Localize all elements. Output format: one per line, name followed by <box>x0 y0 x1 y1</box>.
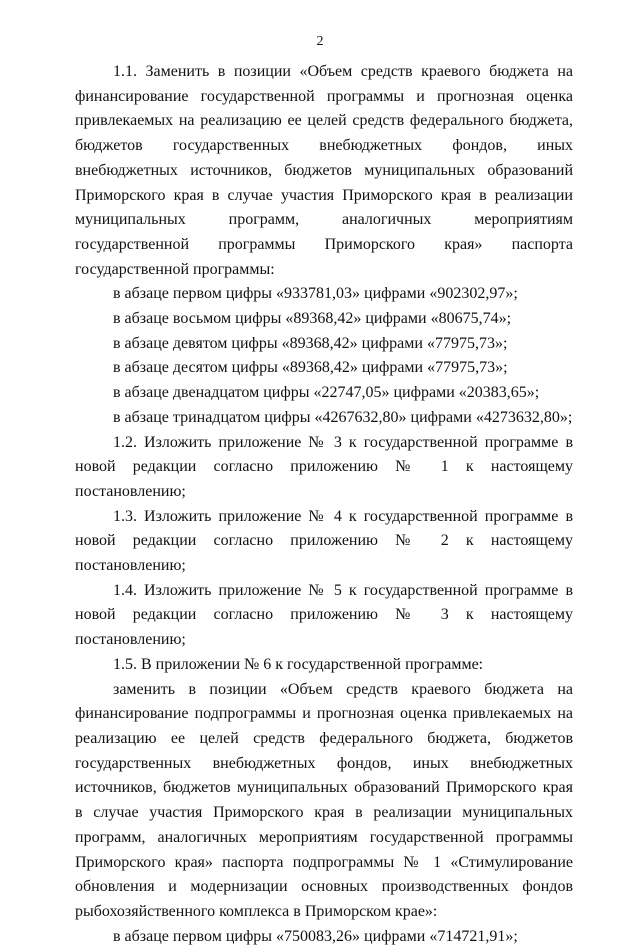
paragraph-1-2: 1.2. Изложить приложение № 3 к государственной программе в новой редакции согласно приложению № 1 к настоящему постановлению; <box>75 433 573 500</box>
paragraph-abzac-8: в абзаце восьмом цифры «89368,42» цифрами «80675,74»; <box>113 310 512 328</box>
paragraph-1-3: 1.3. Изложить приложение № 4 к государственной программе в новой редакции согласно приложению № 2 к настоящему постановлению; <box>75 507 573 575</box>
paragraph-abzac-10: в абзаце десятом цифры «89368,42» цифрами «77975,73»; <box>113 359 508 377</box>
paragraph-1-4: 1.4. Изложить приложение № 5 к государственной программе в новой редакции согласно приложению № 3 к настоящему постановлению; <box>75 581 573 649</box>
document-body <box>75 60 573 949</box>
paragraph-abzac-9: в абзаце девятом цифры «89368,42» цифрами «77975,73»; <box>113 334 508 352</box>
paragraph-abzac-1: в абзаце первом цифры «933781,03» цифрами «902302,97»; <box>113 285 518 303</box>
paragraph-1-1: 1.1. Заменить в позиции «Объем средств краевого бюджета на финансирование государственной программы и прогнозная оценка привлекаемых на реализацию ее целей средств федерального бюджета, бюджетов государственных внебюджетных фондов, иных внебюджетных источников, бюджетов муниципальных образований Приморского края в случае участия Приморского края в реализации муниципальных программ, аналогичных мероприятиям государственной программы Приморского края» паспорта государственной программы: <box>75 63 573 278</box>
paragraph-abzac-12: в абзаце двенадцатом цифры «22747,05» цифрами «20383,65»; <box>113 384 540 402</box>
paragraph-1-5: 1.5. В приложении № 6 к государственной программе: <box>113 655 484 673</box>
paragraph-abzac-13: в абзаце тринадцатом цифры «4267632,80» цифрами «4273632,80»; <box>113 408 573 426</box>
paragraph-subprogram-abzac-1: в абзаце первом цифры «750083,26» цифрами «714721,91»; <box>113 927 518 945</box>
page-number: 2 <box>316 34 324 49</box>
paragraph-replace-subprogram: заменить в позиции «Объем средств краевого бюджета на финансирование подпрограммы и прогнозная оценка привлекаемых на реализацию ее целей средств федерального бюджета, бюджетов государственных внебюджетных фондов, иных внебюджетных источников, бюджетов муниципальных образований Приморского края в случае участия Приморского края в реализации муниципальных программ, аналогичных мероприятиям государственной программы Приморского края» паспорта подпрограммы № 1 «Стимулирование обновления и модернизации основных производственных фондов рыбохозяйственного комплекса в Приморском крае»: <box>75 680 573 920</box>
